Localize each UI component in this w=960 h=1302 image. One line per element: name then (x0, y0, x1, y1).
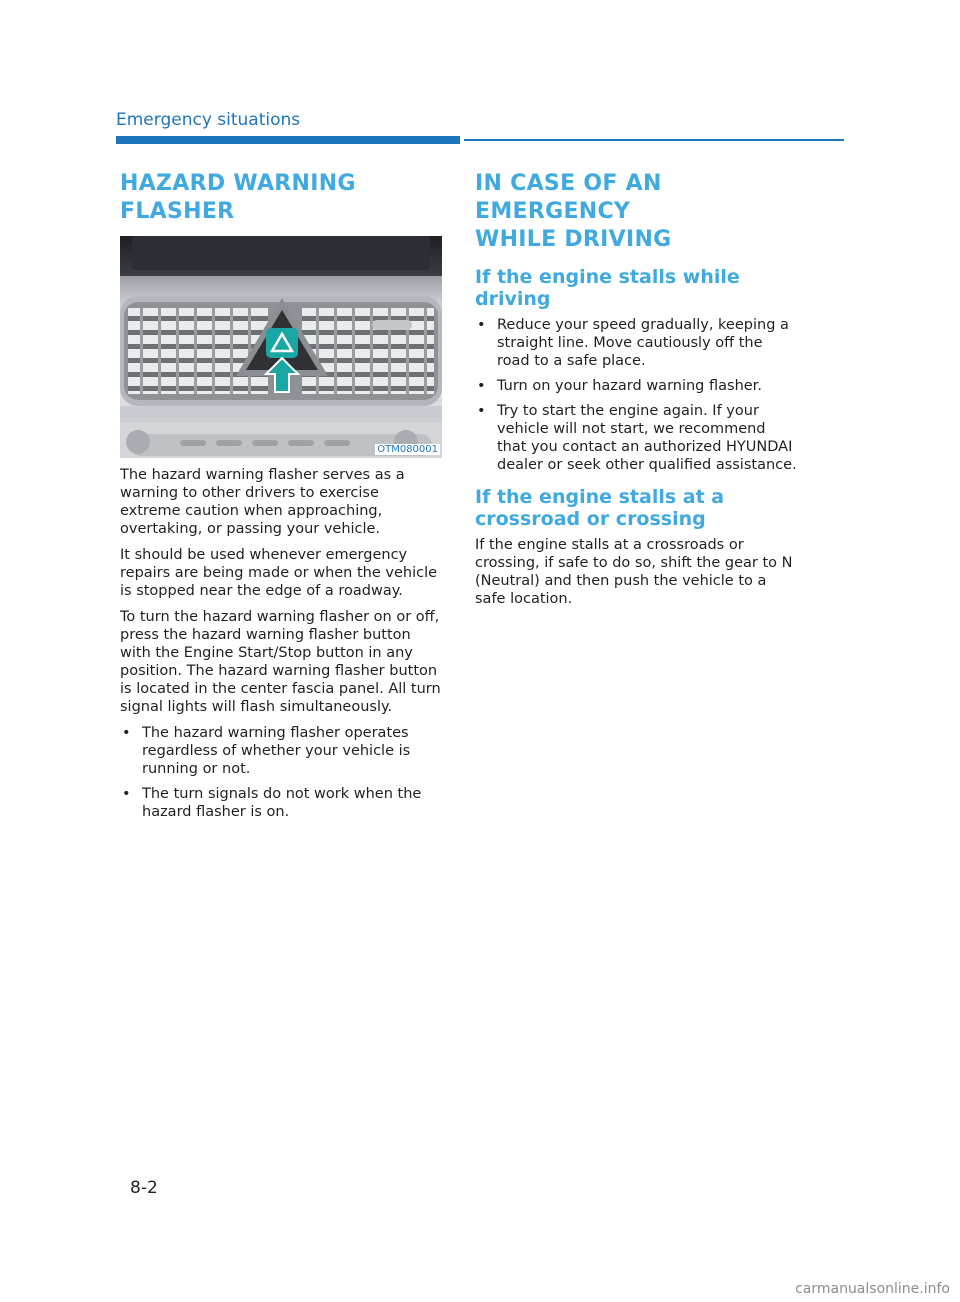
bullet-icon: • (477, 317, 486, 333)
left-vent (128, 308, 268, 394)
bullet-text: Reduce your speed gradually, keeping a straight line. Move cautiously off the road to a safe place. (497, 317, 789, 369)
right-column (475, 170, 797, 616)
header-rule-thin (464, 139, 844, 141)
stall-crossroad-subheading: If the engine stalls at a crossroad or crossing (475, 486, 725, 530)
emergency-heading-line1: IN CASE OF AN EMERGENCY (475, 171, 662, 224)
hazard-heading-line1: HAZARD WARNING (120, 171, 356, 196)
hazard-paragraph-3: To turn the hazard warning flasher on or off, press the hazard warning flasher button with the Engine Start/Stop button in any position. The hazard warning flasher button is located in the center fascia panel. All turn signal lights will flash simultaneously. (120, 609, 441, 715)
hazard-heading-line2: FLASHER (120, 199, 235, 224)
bullet-text: Turn on your hazard warning flasher. (497, 378, 762, 394)
figure-code: OTM080001 (377, 444, 438, 455)
header-rule-thick (116, 136, 460, 144)
right-vent (302, 308, 434, 394)
hazard-bullet-list (120, 724, 442, 821)
hazard-heading (120, 170, 442, 226)
list-item (120, 724, 442, 778)
list-item (475, 402, 797, 474)
page-number: 8-2 (130, 1178, 158, 1198)
bullet-icon: • (477, 403, 486, 419)
emergency-heading (475, 170, 797, 254)
bullet-icon: • (122, 725, 131, 741)
list-item (475, 316, 797, 370)
watermark: carmanualsonline.info (795, 1281, 950, 1297)
stall-driving-bullets (475, 316, 797, 474)
dashboard-illustration (120, 236, 442, 458)
bullet-icon: • (122, 786, 131, 802)
hazard-paragraph-2: It should be used whenever emergency repairs are being made or when the vehicle is stopped near the edge of a roadway. (120, 547, 438, 599)
hazard-button-figure (120, 236, 442, 458)
stall-driving-subheading: If the engine stalls while driving (475, 266, 740, 310)
hazard-paragraph-1: The hazard warning flasher serves as a warning to other drivers to exercise extreme caution when approaching, overtaking, or passing your vehicle. (120, 467, 405, 537)
emergency-heading-line2: WHILE DRIVING (475, 227, 672, 252)
stall-crossroad-paragraph: If the engine stalls at a crossroads or crossing, if safe to do so, shift the gear to N (Neutral) and then push the vehicle to a safe location. (475, 537, 793, 607)
left-column (120, 170, 442, 828)
bullet-icon: • (477, 378, 486, 394)
section-title: Emergency situations (116, 110, 301, 130)
list-item (120, 785, 442, 821)
bullet-text: Try to start the engine again. If your vehicle will not start, we recommend that you contact an authorized HYUNDAI dealer or seek other qualified assistance. (497, 403, 797, 473)
bullet-text: The hazard warning flasher operates regardless of whether your vehicle is running or not. (142, 725, 411, 777)
bullet-text: The turn signals do not work when the hazard flasher is on. (142, 786, 422, 820)
list-item (475, 377, 797, 395)
